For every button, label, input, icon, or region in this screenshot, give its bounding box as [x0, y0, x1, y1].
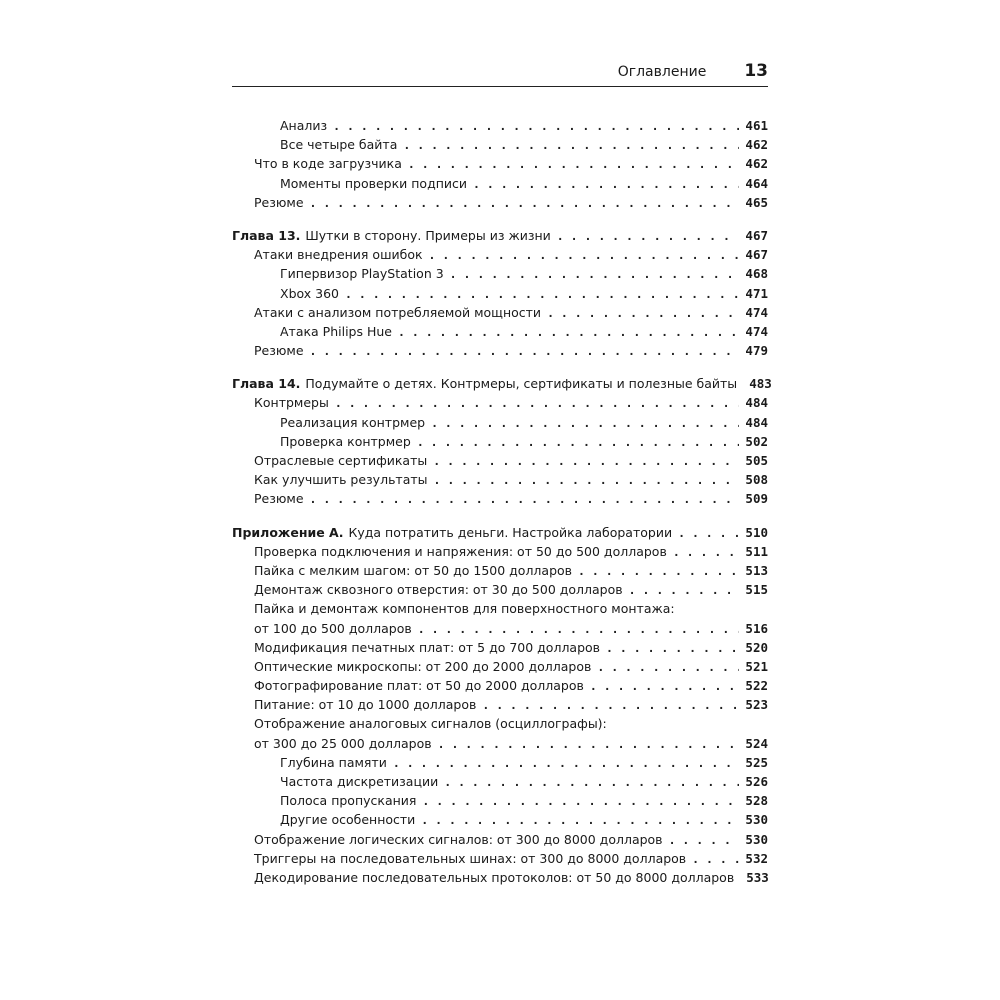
toc-entry-page: 467	[745, 247, 768, 263]
toc-entry[interactable]	[232, 580, 768, 599]
toc-entry[interactable]	[232, 193, 768, 212]
leader-dots	[606, 639, 739, 658]
toc-entry-title: Все четыре байта	[280, 137, 398, 153]
toc-entry[interactable]	[232, 341, 768, 360]
toc-entry-page: 484	[745, 395, 768, 411]
toc-entry-title: Проверка подключения и напряжения: от 50 до 500 долларов	[254, 543, 667, 559]
toc-entry[interactable]	[232, 116, 768, 135]
leader-dots	[421, 811, 739, 830]
toc-entry-title: от 300 до 25 000 долларов	[254, 735, 432, 751]
toc-entry-title: Модификация печатных плат: от 5 до 700 долларов	[254, 639, 601, 655]
toc-entry-title: Реализация контрмер	[280, 414, 426, 430]
toc-entry-page: 505	[745, 453, 768, 468]
leader-dots	[393, 754, 740, 773]
toc-entry[interactable]	[232, 734, 768, 753]
toc-entry-title: Анализ	[280, 118, 328, 133]
toc-entry-page: 516	[745, 620, 768, 636]
toc-entry[interactable]	[232, 638, 768, 657]
toc-entry-page: 508	[745, 472, 768, 488]
toc-entry-page: 528	[745, 793, 768, 809]
toc-entry[interactable]	[232, 470, 768, 489]
leader-dots	[557, 227, 740, 246]
leader-dots	[310, 194, 740, 213]
toc-entry-page: 502	[745, 433, 768, 449]
toc-entry-page: 464	[745, 175, 768, 191]
leader-dots	[678, 524, 739, 543]
toc-entry-page: 525	[745, 754, 768, 770]
toc-entry-page: 474	[745, 304, 768, 320]
toc-entry-title: Атаки внедрения ошибок	[254, 247, 423, 263]
toc-entry-page: 524	[745, 735, 768, 751]
toc-entry-title: Резюме	[254, 343, 304, 359]
toc-entry-title: Частота дискретизации	[280, 774, 439, 789]
toc-entry-page: 462	[745, 137, 768, 153]
toc-entry[interactable]	[232, 432, 768, 451]
leader-dots	[333, 117, 739, 136]
leader-dots	[417, 433, 740, 452]
toc-entry[interactable]	[232, 619, 768, 638]
toc-entry-title: Полоса пропускания	[280, 793, 417, 809]
toc-entry-page: 471	[745, 285, 768, 301]
toc-entry-title: Xbox 360	[280, 285, 339, 301]
leader-dots	[418, 620, 740, 639]
toc-entry-title: Контрмеры	[254, 395, 329, 411]
toc-entry-page: 510	[745, 524, 768, 540]
toc-entry-page: 509	[745, 491, 768, 507]
leader-dots	[673, 543, 740, 562]
toc-chapter-14[interactable]	[232, 374, 772, 393]
chapter-label: Глава 13.	[232, 227, 301, 243]
toc-entry-page: 526	[745, 774, 768, 789]
table-of-contents	[232, 116, 772, 887]
toc-entry-title: Глубина памяти	[280, 754, 387, 770]
toc-entry-title: Проверка контрмер	[280, 433, 411, 449]
toc-entry-page: 515	[745, 582, 768, 598]
toc-entry[interactable]	[232, 245, 768, 264]
toc-entry-title: Декодирование последовательных протоколов: от 50 до 8000 долларов	[254, 869, 735, 885]
toc-entry[interactable]	[232, 542, 768, 561]
toc-entry[interactable]	[232, 753, 768, 772]
leader-dots	[450, 265, 740, 284]
toc-entry[interactable]	[232, 849, 768, 868]
toc-entry-page: 520	[745, 639, 768, 655]
toc-entry-page: 530	[745, 812, 768, 828]
toc-entry-title: Оптические микроскопы: от 200 до 2000 долларов	[254, 658, 592, 674]
leader-dots	[433, 452, 739, 471]
toc-entry-title: Питание: от 10 до 1000 долларов	[254, 697, 477, 713]
toc-entry[interactable]	[232, 695, 768, 714]
toc-entry-title: Гипервизор PlayStation 3	[280, 266, 444, 282]
toc-entry-page: 462	[745, 156, 768, 172]
toc-entry[interactable]	[232, 154, 768, 173]
leader-dots	[403, 136, 739, 155]
leader-dots	[692, 850, 739, 869]
leader-dots	[335, 394, 740, 413]
toc-entry-page: 461	[745, 118, 768, 133]
leader-dots	[434, 471, 740, 490]
toc-entry-page: 467	[745, 227, 768, 243]
leader-dots	[669, 831, 740, 850]
toc-entry-title-line1: Отображение аналоговых сигналов (осциллографы):	[254, 716, 607, 732]
toc-entry-title: Моменты проверки подписи	[280, 175, 467, 191]
toc-entry-page: 511	[745, 543, 768, 559]
toc-entry-title: Как улучшить результаты	[254, 472, 428, 488]
toc-entry-page: 479	[745, 343, 768, 359]
leader-dots	[431, 414, 739, 433]
toc-entry[interactable]	[232, 135, 768, 154]
leader-dots	[408, 155, 740, 174]
toc-entry-title: Шутки в сторону. Примеры из жизни	[305, 227, 551, 243]
leader-dots	[398, 323, 739, 342]
toc-entry[interactable]	[232, 830, 768, 849]
toc-entry-title: Куда потратить деньги. Настройка лаборатории	[348, 524, 673, 540]
leader-dots	[310, 342, 740, 361]
toc-chapter-13[interactable]	[232, 226, 768, 245]
toc-entry-page: 468	[745, 266, 768, 282]
toc-entry-title: Что в коде загрузчика	[254, 156, 402, 172]
leader-dots	[444, 773, 739, 792]
toc-entry-title: Триггеры на последовательных шинах: от 300 до 8000 долларов	[254, 850, 687, 866]
leader-dots	[473, 175, 739, 194]
toc-entry-title: Резюме	[254, 491, 304, 507]
toc-entry-title-line1: Пайка и демонтаж компонентов для поверхностного монтажа:	[254, 601, 675, 617]
leader-dots	[422, 792, 739, 811]
toc-entry[interactable]	[232, 413, 768, 432]
leader-dots	[629, 581, 740, 600]
toc-entry[interactable]	[232, 174, 768, 193]
leader-dots	[578, 562, 739, 581]
toc-entry-page: 483	[749, 376, 772, 392]
toc-entry-page: 484	[745, 414, 768, 430]
leader-dots	[438, 735, 740, 754]
toc-entry-page: 513	[745, 562, 768, 578]
toc-entry[interactable]	[232, 810, 768, 829]
leader-dots	[429, 246, 740, 265]
chapter-label: Приложение А.	[232, 524, 344, 540]
toc-entry[interactable]	[232, 657, 768, 676]
running-header	[232, 56, 768, 87]
running-header-title: Оглавление	[617, 64, 707, 80]
toc-entry[interactable]	[232, 284, 768, 303]
leader-dots	[482, 696, 739, 715]
toc-entry-title: Подумайте о детях. Контрмеры, сертификаты и полезные байты	[305, 376, 738, 392]
toc-entry-title: Отраслевые сертификаты	[254, 453, 428, 468]
leader-dots	[597, 658, 739, 677]
toc-entry-title: Резюме	[254, 194, 304, 210]
toc-entry[interactable]	[232, 791, 768, 810]
toc-entry[interactable]	[232, 868, 768, 887]
toc-entry[interactable]	[232, 561, 768, 580]
toc-entry-title: Фотографирование плат: от 50 до 2000 долларов	[254, 678, 584, 694]
toc-entry[interactable]	[232, 264, 768, 283]
toc-entry-page: 474	[745, 323, 768, 339]
toc-appendix-a[interactable]	[232, 523, 768, 542]
toc-entry-title: от 100 до 500 долларов	[254, 620, 412, 636]
leader-dots	[310, 490, 740, 509]
toc-entry-title: Отображение логических сигналов: от 300 до 8000 долларов	[254, 831, 663, 847]
chapter-label: Глава 14.	[232, 376, 301, 392]
leader-dots	[590, 677, 740, 696]
toc-entry-title: Демонтаж сквозного отверстия: от 30 до 500 долларов	[254, 582, 623, 598]
toc-entry[interactable]	[232, 676, 768, 695]
toc-entry[interactable]	[232, 322, 768, 341]
toc-entry-page: 522	[745, 678, 768, 694]
toc-entry-page: 530	[745, 831, 768, 847]
toc-entry[interactable]	[232, 489, 768, 508]
toc-entry-page: 465	[745, 194, 768, 210]
leader-dots	[345, 285, 739, 304]
toc-entry-page: 523	[745, 697, 768, 713]
toc-entry-title: Другие особенности	[280, 812, 416, 828]
toc-entry[interactable]	[232, 303, 768, 322]
toc-entry-title: Атака Philips Hue	[280, 323, 392, 339]
page-number: 13	[744, 61, 768, 81]
toc-entry-title: Атаки с анализом потребляемой мощности	[254, 304, 542, 320]
toc-entry[interactable]	[232, 451, 768, 470]
toc-entry-page: 521	[745, 658, 768, 674]
toc-entry[interactable]	[232, 772, 768, 791]
toc-entry-title: Пайка с мелким шагом: от 50 до 1500 долларов	[254, 562, 573, 578]
leader-dots	[547, 304, 739, 323]
toc-entry[interactable]	[232, 393, 768, 412]
toc-entry-page: 532	[745, 850, 768, 866]
toc-entry-page: 533	[746, 869, 769, 885]
